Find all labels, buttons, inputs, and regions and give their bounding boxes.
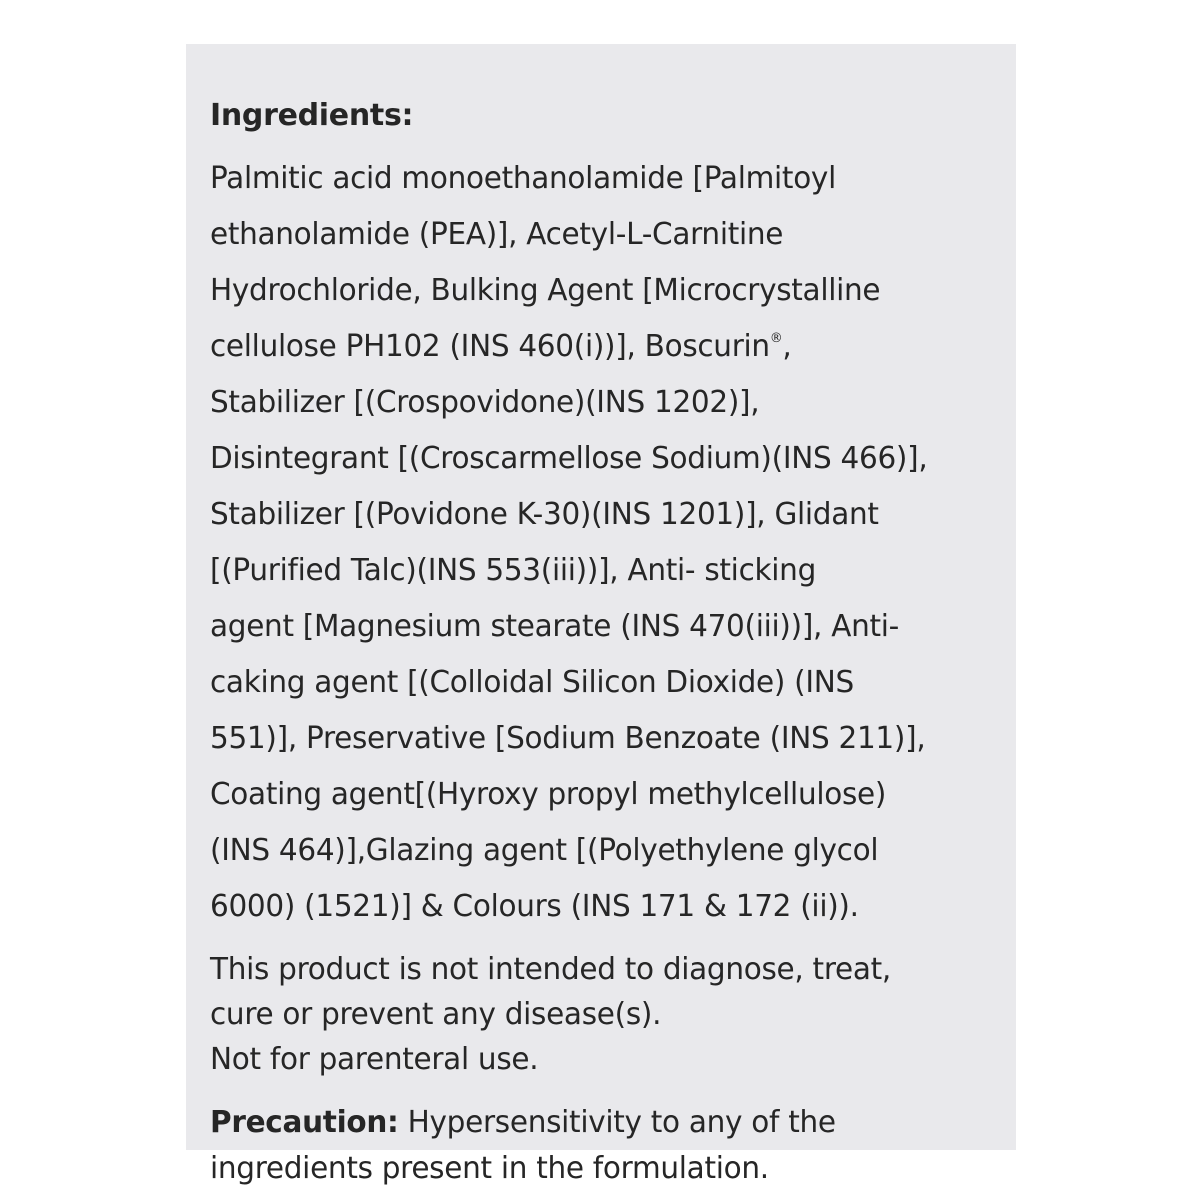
registered-mark: ® [769, 331, 783, 346]
ingredient-line-tail: , [782, 329, 792, 364]
ingredient-line: 6000) (1521)] & Colours (INS 171 & 172 (ii)). [210, 889, 859, 924]
ingredient-line-boscurin [210, 319, 1002, 375]
ingredient-line: [(Purified Talc)(INS 553(iii))], Anti- sticking [210, 553, 817, 588]
ingredient-line: Coating agent[(Hyroxy propyl methylcellulose) [210, 777, 887, 812]
disclaimer-line: This product is not intended to diagnose, treat, [210, 952, 891, 987]
ingredient-line: ethanolamide (PEA)], Acetyl-L-Carnitine [210, 217, 784, 252]
disclaimer-line: Not for parenteral use. [210, 1042, 539, 1077]
ingredient-line: Stabilizer [(Povidone K-30)(INS 1201)], Glidant [210, 497, 879, 532]
ingredient-line-text: cellulose PH102 (INS 460(i))], Boscurin [210, 329, 770, 364]
ingredient-line: (INS 464)],Glazing agent [(Polyethylene glycol [210, 833, 879, 868]
ingredient-line: Hydrochloride, Bulking Agent [Microcrystalline [210, 273, 881, 308]
ingredient-line: agent [Magnesium stearate (INS 470(iii))], Anti- [210, 609, 900, 644]
ingredient-line: Palmitic acid monoethanolamide [Palmitoyl [210, 161, 837, 196]
ingredient-line: 551)], Preservative [Sodium Benzoate (INS 211)], [210, 721, 926, 756]
disclaimer-line: cure or prevent any disease(s). [210, 997, 662, 1032]
disclaimer-text [210, 947, 1016, 1082]
ingredients-heading: Ingredients: [210, 98, 414, 133]
precaution-line-text: Hypersensitivity to any of the [398, 1105, 836, 1140]
precaution-label: Precaution: [210, 1105, 399, 1140]
ingredient-line: Stabilizer [(Crospovidone)(INS 1202)], [210, 385, 760, 420]
ingredient-line: Disintegrant [(Croscarmellose Sodium)(INS 466)], [210, 441, 928, 476]
precaution-text [210, 1100, 1016, 1192]
ingredients-label-card [186, 44, 1016, 1186]
precaution-line [210, 1100, 1002, 1146]
precaution-line: ingredients present in the formulation. [210, 1151, 769, 1186]
ingredients-list [210, 151, 1016, 935]
ingredient-line: caking agent [(Colloidal Silicon Dioxide) (INS [210, 665, 854, 700]
